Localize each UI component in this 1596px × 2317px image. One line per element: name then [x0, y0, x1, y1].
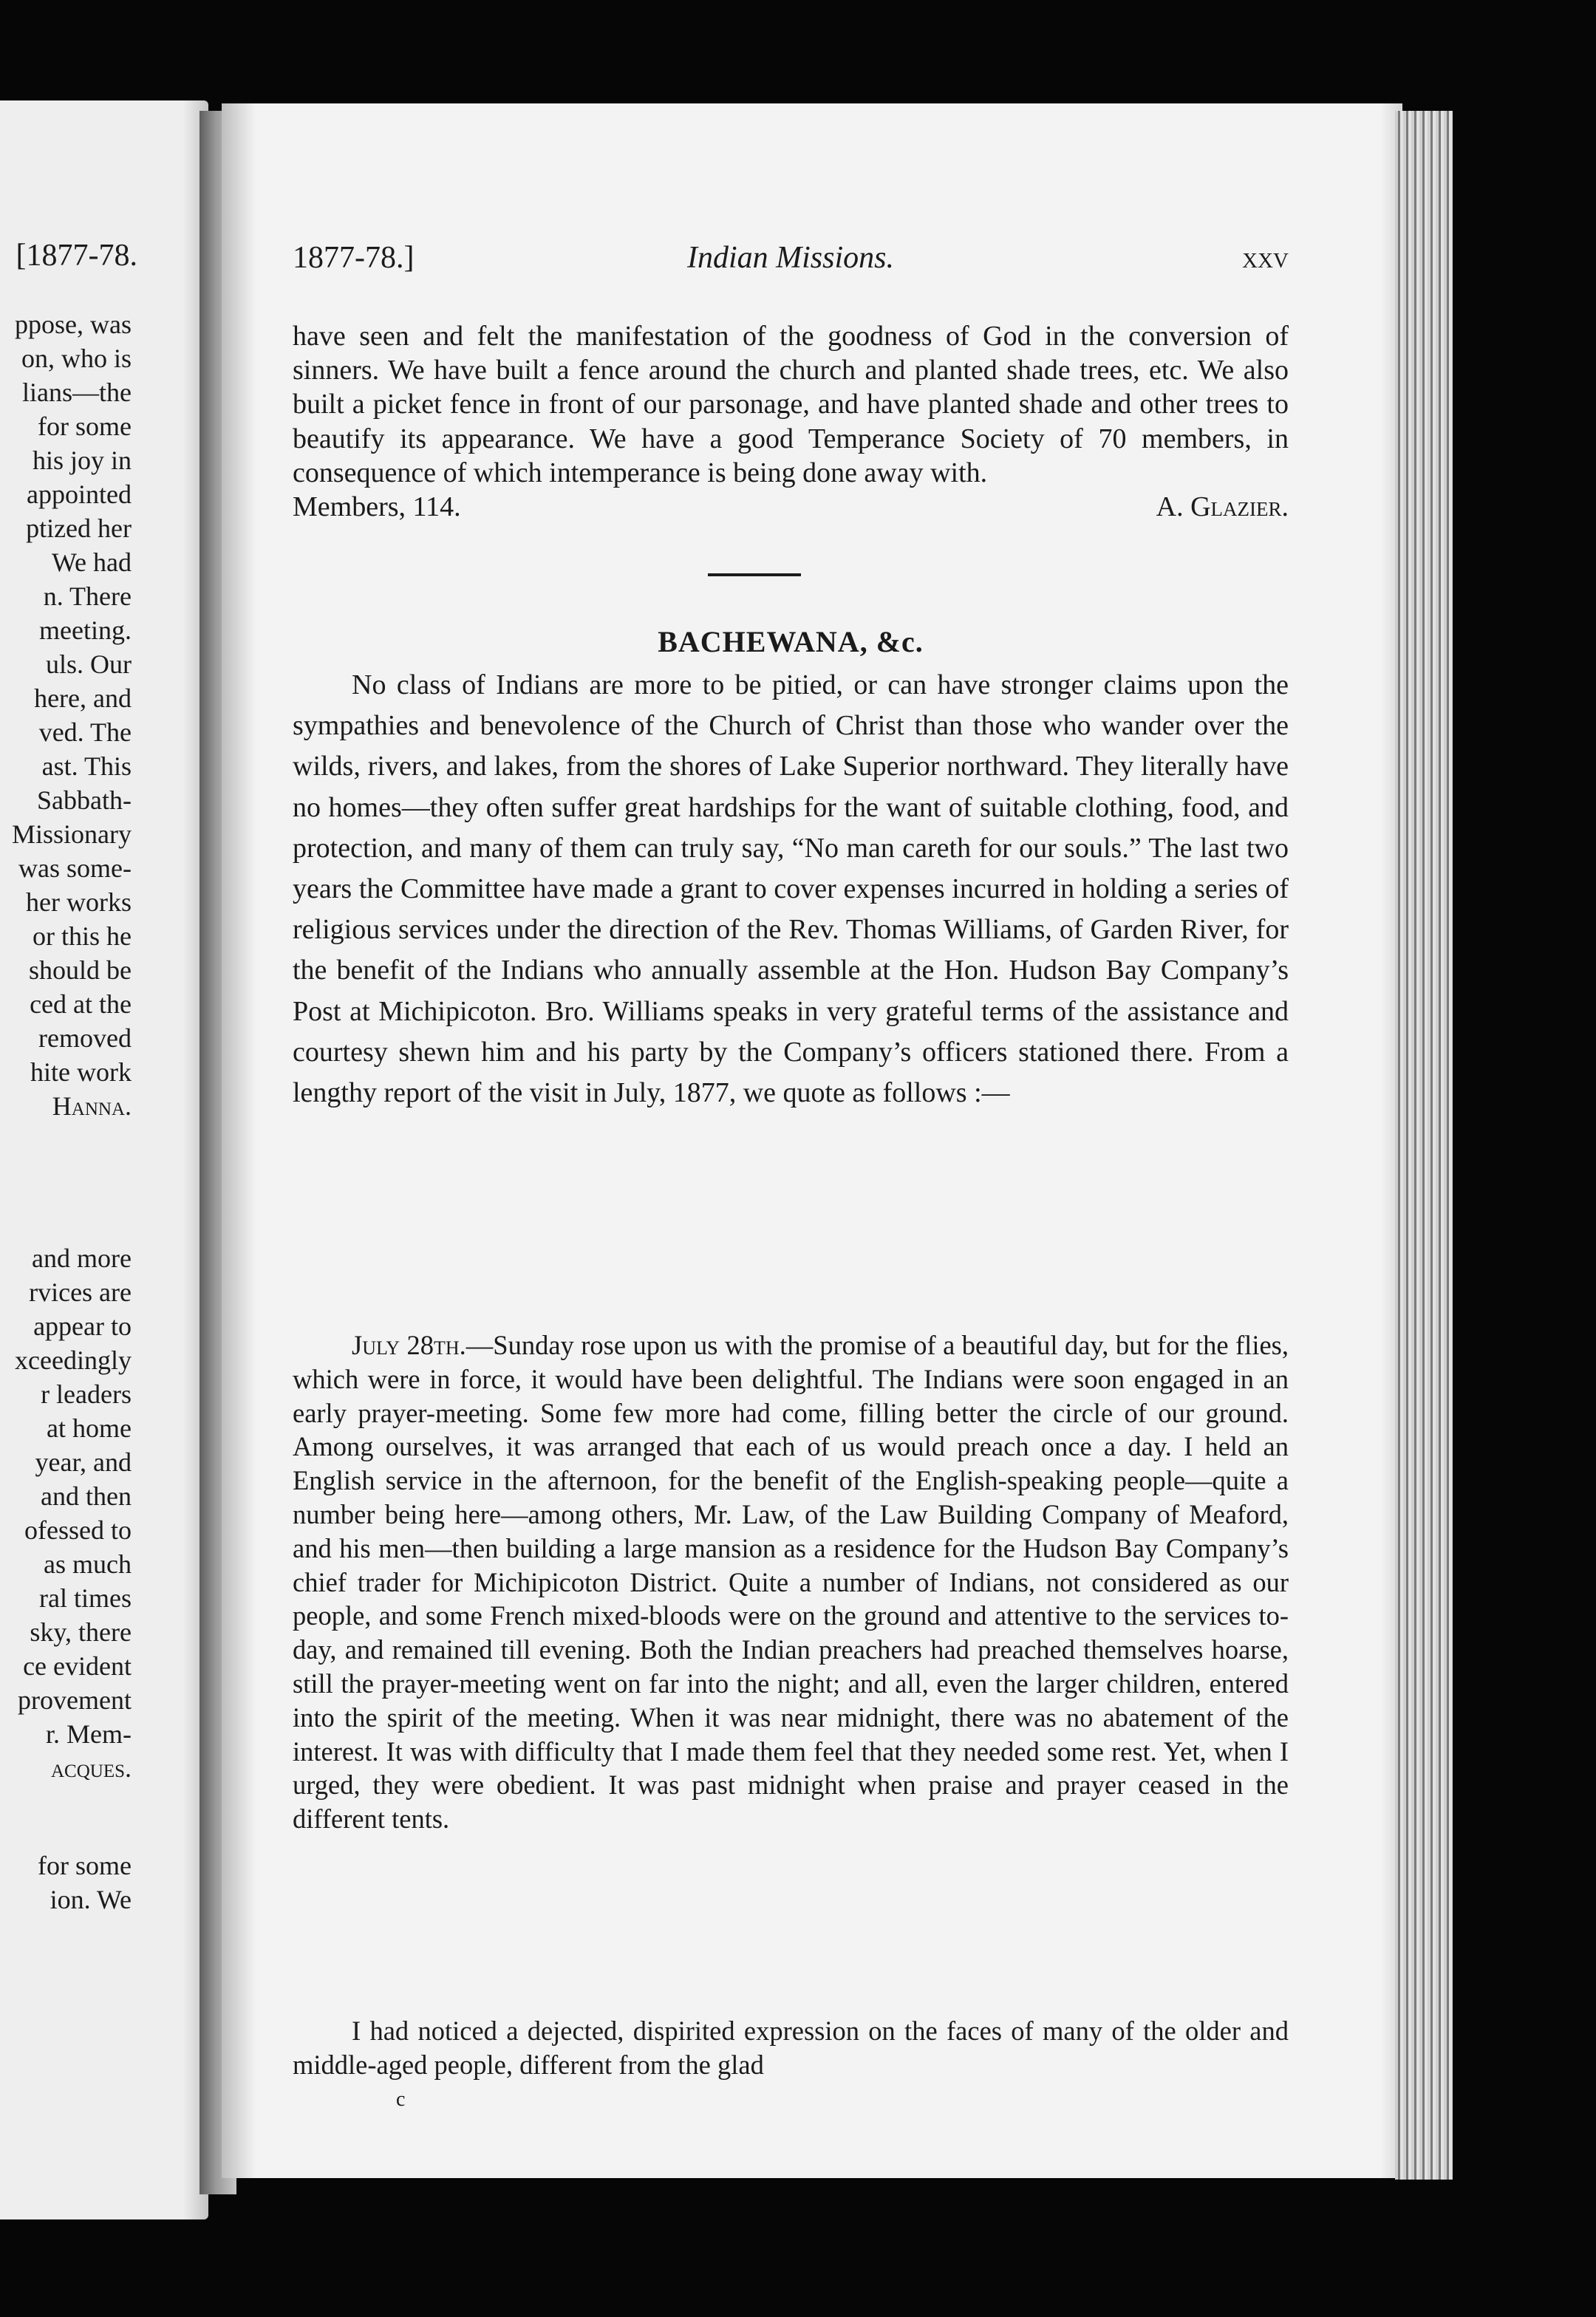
final-paragraph: I had noticed a dejected, dispirited expression on the faces of many of the older and middle-aged people, different from the glad [293, 2016, 1289, 2081]
left-line: on, who is [21, 344, 132, 373]
page-number: xxv [1242, 241, 1289, 275]
section-divider [708, 573, 801, 576]
left-line: provement [18, 1685, 132, 1715]
printer-signature-mark: c [396, 2088, 406, 2111]
header-year: 1877-78.] [293, 241, 415, 275]
left-line: removed [38, 1023, 132, 1053]
left-line: here, and [34, 683, 132, 713]
left-line: for some [38, 1851, 132, 1880]
left-line: lians—the [22, 378, 132, 407]
left-line: should be [29, 955, 132, 985]
header-title: Indian Missions. [686, 241, 894, 275]
journal-entry [293, 1328, 1289, 1836]
glazier-signature: A. Glazier. [1156, 491, 1289, 523]
left-line: Missionary [12, 819, 132, 849]
left-line: ce evident [23, 1651, 132, 1681]
left-page-text [12, 307, 132, 1917]
left-line: n. There [43, 581, 132, 611]
left-line: r. Mem- [46, 1719, 132, 1749]
left-line: sky, there [30, 1617, 132, 1647]
left-line: and more [32, 1243, 132, 1273]
left-line: year, and [35, 1447, 132, 1477]
left-line: hite work [30, 1057, 132, 1087]
left-line: was some- [18, 853, 132, 883]
left-line: or this he [33, 921, 132, 951]
left-line: rvices are [29, 1277, 132, 1307]
left-line-signature: Hanna. [52, 1091, 132, 1121]
journal-entry-body: —Sunday rose upon us with the promise of a beautiful day, but for the flies, which were in force, it would have been delightful. The Indians were soon engaged in an early prayer-meeting. Some few more had come, filling better the circle of our ground. Among ourselves, it was arranged that each of us would preach once a day. I held an English service in the afternoon, for the benefit of the English-speaking people—quite a number being here—among others, Mr. Law, of the Law Building Company of Meaford, and his men—then building a large mansion as a residence for the Hudson Bay Company’s chief trader for Michipicoton District. Quite a number of Indians, not considered as our people, and some French mixed-bloods were on the ground and attentive to the services to-day, and remained till evening. Both the Indian preachers had preached themselves hoarse, still the prayer-meeting went on far into the night; and all, even the larger children, entered into the spirit of the meeting. When it was near midnight, there was no abatement of the interest. It was with difficulty that I made them feel that they needed some rest. Yet, when I urged, they were obedient. It was past midnight when praise and prayer ceased in the different tents. [293, 1330, 1289, 1835]
left-line: ion. We [50, 1885, 132, 1914]
left-spacer [12, 1800, 132, 1849]
left-line: appear to [33, 1311, 132, 1341]
glazier-signoff [293, 490, 1289, 524]
members-count: Members, 114. [293, 491, 461, 523]
section-title: BACHEWANA, &c. [658, 625, 924, 658]
left-line: ppose, was [15, 310, 132, 339]
left-line: meeting. [39, 615, 132, 645]
left-line: uls. Our [46, 649, 132, 679]
left-line: as much [44, 1549, 132, 1579]
left-facing-page [0, 100, 208, 2219]
glazier-report [293, 319, 1289, 524]
left-line-signature: acques. [50, 1753, 132, 1783]
left-line: and then [41, 1481, 132, 1511]
left-line: Sabbath- [37, 785, 132, 815]
left-spacer [12, 1123, 132, 1241]
left-line: appointed [27, 480, 132, 509]
left-line: r leaders [41, 1379, 132, 1409]
left-line: We had [51, 547, 132, 577]
left-line: ral times [39, 1583, 132, 1613]
main-page [222, 103, 1402, 2178]
left-line: her works [26, 887, 132, 917]
left-line: xceedingly [15, 1345, 132, 1375]
left-line: at home [47, 1413, 132, 1443]
page-edges [1395, 111, 1453, 2180]
journal-date: July 28th. [352, 1330, 466, 1360]
left-line: ofessed to [24, 1515, 132, 1545]
glazier-report-body: have seen and felt the manifestation of the goodness of God in the conversion of sinners. We have built a fence around the church and planted shade trees, etc. We also built a picket fence in front of our parsonage, and have planted shade and other trees to beautify its appearance. We have a good Temperance Society of 70 members, in consequence of which intemperance is being done away with. [293, 321, 1289, 488]
left-line: ced at the [30, 989, 132, 1019]
running-header [293, 240, 1289, 284]
left-line: ast. This [41, 751, 132, 781]
section-intro: No class of Indians are more to be pitied, or can have stronger claims upon the sympathies and benevolence of the Church of Christ than those who wander over the wilds, rivers, and lakes, from the shores of Lake Superior northward. They literally have no homes—they often suffer great hardships for the want of suitable clothing, food, and protection, and many of them can truly say, “No man careth for our souls.” The last two years the Committee have made a grant to cover expenses incurred in holding a series of religious services under the direction of the Rev. Thomas Williams, of Garden River, for the benefit of the Indians who annually assemble at the Hon. Hudson Bay Company’s Post at Michipicoton. Bro. Williams speaks in very grateful terms of the assistance and courtesy shewn him and his party by the Company’s officers stationed there. From a lengthy report of the visit in July, 1877, we quote as follows :— [293, 669, 1289, 1109]
left-line: his joy in [32, 446, 132, 475]
left-line: for some [38, 412, 132, 441]
left-line: ptized her [26, 513, 132, 543]
left-line: ved. The [38, 717, 132, 747]
left-page-header: [1877-78. [16, 239, 137, 273]
